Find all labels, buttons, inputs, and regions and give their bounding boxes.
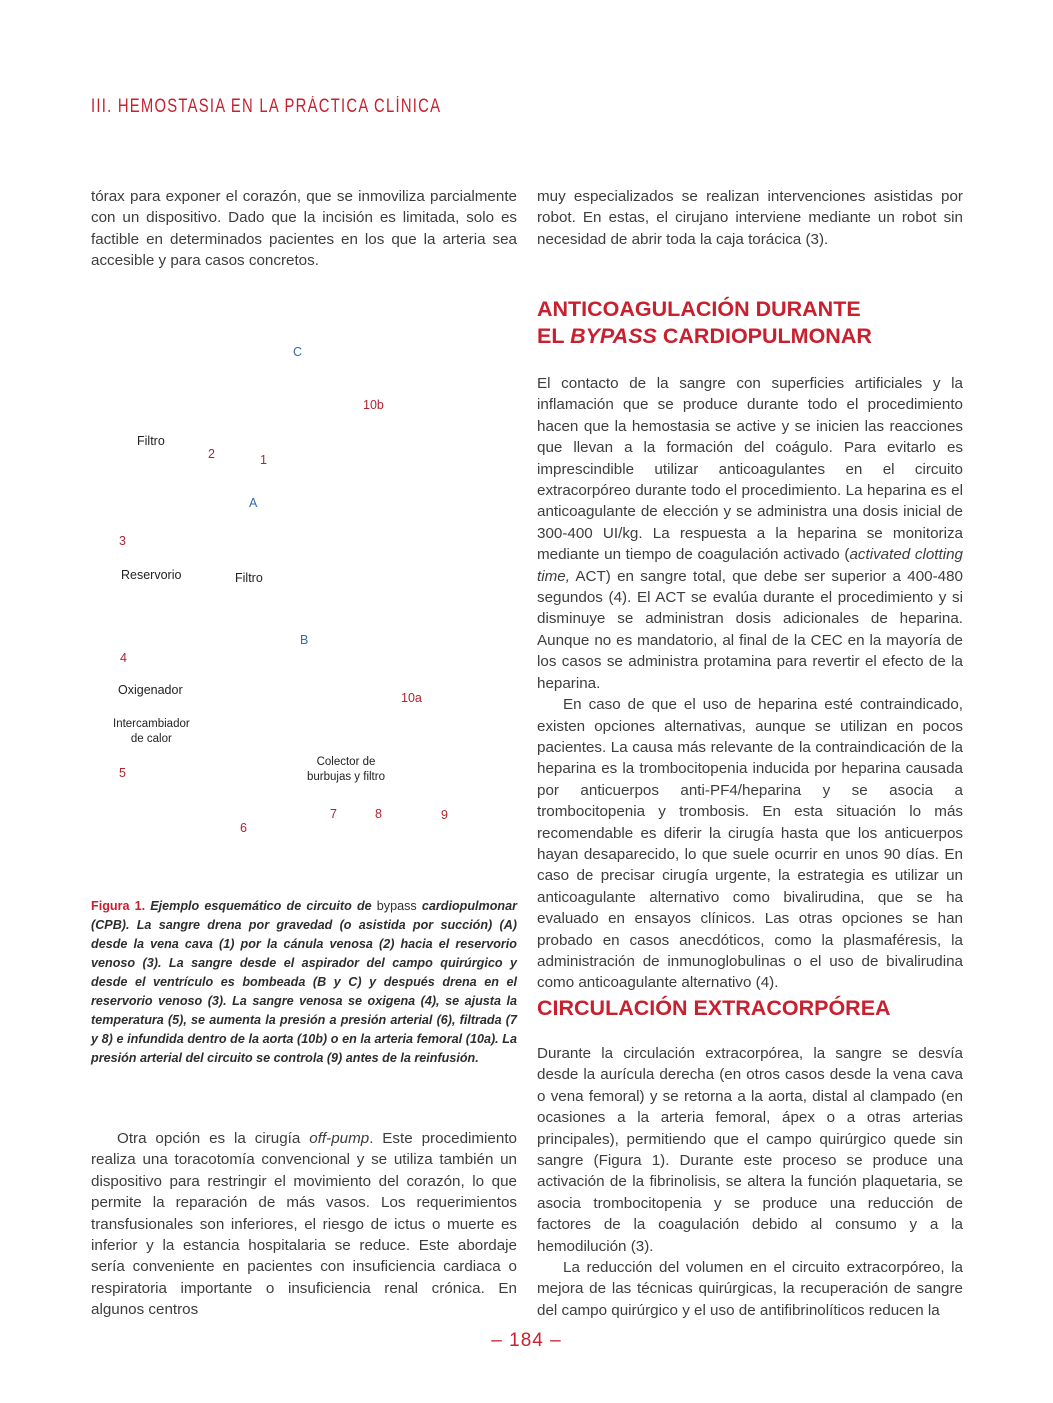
left-column-top — [91, 186, 517, 272]
label-9: 9 — [441, 808, 448, 822]
label-line: de calor — [130, 733, 172, 745]
label-A: A — [249, 496, 258, 510]
label-filtro-top: Filtro — [137, 434, 165, 448]
figure-label: Figura 1. — [91, 899, 146, 913]
page-number: – 184 – — [491, 1330, 562, 1351]
label-4: 4 — [120, 651, 127, 665]
paragraph: En caso de que el uso de heparina esté contraindicado, existen opciones alternativas, aunque se utilizan en pocos pacientes. La causa más relevante de la contraindicación de la heparina es la trombocitopenia inducida por heparina causada por anticuerpos anti-PF4/heparina y se asocia a trombocitopenia y trombosis. En esta situación lo más recomendable es diferir la cirugía hasta que los anticuerpos hayan desaparecido, lo que suele ocurrir en unos 90 días. En caso de precisar cirugía urgente, la estrategia es utilizar un anticoagulante alternativo como bivalirudina, que se ha evaluado en ensayos clínicos. Las otras opciones se han probado en casos anecdóticos, como la plasmaféresis, la administración de inmunoglobulinas o el uso de bivalirudina como anticoagulante alternativo (4). — [537, 696, 963, 992]
text: Otra opción es la cirugía — [117, 1130, 310, 1147]
section-anticoagulacion — [537, 296, 963, 350]
caption-bypass: bypass — [376, 899, 417, 913]
label-oxigenador: Oxigenador — [118, 683, 183, 697]
label-10a: 10a — [401, 691, 422, 705]
text: . Este procedimiento realiza una toracotomía convencional y se utiliza también un dispositivo para restringir el movimiento del corazón, lo que permite la reparación de más vasos. Los requerimientos transfusionales son inferiores, el riesgo de ictus o muerte es inferior y la estancia hospitalaria se reduce. Este abordaje sería conveniente en pacientes con insuficiencia cardiaca o respiratoria importante o insuficiencia renal crónica. En algunos centros — [91, 1130, 517, 1319]
label-filtro-mid: Filtro — [235, 571, 263, 585]
right-column-top — [537, 186, 963, 250]
label-reservorio: Reservorio — [121, 568, 182, 582]
label-10b: 10b — [363, 398, 384, 412]
label-C: C — [293, 345, 303, 359]
paragraph: tórax para exponer el corazón, que se inmoviliza parcialmente con un dispositivo. Dado que la incisión es limitada, solo es factible en determinados pacientes en los que la arteria sea accesible y para casos concretos. — [91, 188, 517, 270]
section-circulacion-body — [537, 1043, 963, 1321]
text: ACT) en sangre total, que debe ser superior a 400-480 segundos (4). El ACT se evalúa durante el procedimiento y si disminuye se administran dosis adicionales de heparina. Aunque no es mandatorio, al final de la CEC en la mayoría de los casos se administra protamina para revertir el efecto de la heparina. — [537, 567, 963, 692]
text: El contacto de la sangre con superficies artificiales y la inflamación que se produce durante todo el procedimiento hacen que la hemostasia se active y se inicien las reacciones que llevan a la formación del coágulo. Para evitarlo es imprescindible utilizar anticoagulantes en el circuito extracorpóreo durante todo el procedimiento. La heparina es el anticoagulante de elección y se administra una dosis inicial de 300-400 UI/kg. La respuesta a la heparina se monitoriza mediante un tiempo de coagulación activado ( — [537, 375, 963, 564]
heading-italic: BYPASS — [570, 324, 657, 348]
label-5: 5 — [119, 766, 126, 780]
label-line: burbujas y filtro — [307, 771, 385, 783]
paragraph: muy especializados se realizan intervenciones asistidas por robot. En estas, el cirujano interviene mediante un robot sin necesidad de abrir toda la caja torácica (3). — [537, 188, 963, 248]
label-line: Intercambiador — [113, 718, 190, 730]
paragraph — [91, 1128, 517, 1321]
label-line: Colector de — [316, 756, 376, 768]
paragraph: Durante la circulación extracorpórea, la sangre se desvía desde la aurícula derecha (en otros casos desde la vena cava o vena femoral) y se retorna a la aorta, distal al clampado (en ocasiones a la arteria femoral, ápex o a otras arterias principales), permitiendo que el campo quirúrgico quede sin sangre (Figura 1). Durante este proceso se produce una activación de la fibrinolisis, se altera la función plaquetaria, se asocia trombocitopenia y se produce una reducción de factores de la coagulación debido al consumo y a la hemodilución (3). — [537, 1045, 963, 1255]
figure-1-diagram — [91, 330, 517, 850]
left-column-bottom — [91, 1128, 517, 1321]
section-heading: CIRCULACIÓN EXTRACORPÓREA — [537, 996, 891, 1020]
label-6: 6 — [240, 821, 247, 835]
heading-text: CARDIOPULMONAR — [656, 324, 872, 348]
section-anticoagulacion-body — [537, 373, 963, 994]
caption-text: Ejemplo esquemático de circuito de — [145, 899, 377, 913]
figure-caption — [91, 897, 517, 1068]
heading-text: EL — [537, 324, 571, 348]
label-8: 8 — [375, 807, 382, 821]
label-2: 2 — [208, 447, 215, 461]
label-7: 7 — [330, 807, 337, 821]
label-intercambiador — [113, 717, 190, 747]
label-3: 3 — [119, 534, 126, 548]
section-heading — [537, 296, 963, 350]
label-1: 1 — [260, 453, 267, 467]
label-B: B — [300, 633, 309, 647]
section-circulacion — [537, 995, 963, 1022]
text-italic: activated clotting time, — [537, 546, 963, 585]
caption-text: cardiopulmonar (CPB). La sangre drena por gravedad (o asistida por succión) (A) desde la vena cava (1) por la cánula venosa (2) hacia el reservorio venoso (3). La sangre desde el aspirador del campo quirúrgico y desde el ventrículo es bombeada (B y C) y después drena en el reservorio venoso (3). La sangre venosa se oxigena (4), se ajusta la temperatura (5), se aumenta la presión a presión arterial (6), filtrada (7 y 8) e infundida dentro de la aorta (10b) o en la arteria femoral (10a). La presión arterial del circuito se controla (9) antes de la reinfusión. — [91, 899, 518, 1065]
paragraph — [537, 373, 963, 694]
running-head: III. HEMOSTASIA EN LA PRÁCTICA CLÍNICA — [91, 96, 442, 117]
label-colector — [307, 755, 385, 785]
heading-line: ANTICOAGULACIÓN DURANTE — [537, 297, 861, 321]
paragraph: La reducción del volumen en el circuito extracorpóreo, la mejora de las técnicas quirúrgicas, la recuperación de sangre del campo quirúrgico y el uso de antifibrinolíticos reducen la — [537, 1259, 963, 1319]
text-italic: off-pump — [309, 1130, 370, 1147]
